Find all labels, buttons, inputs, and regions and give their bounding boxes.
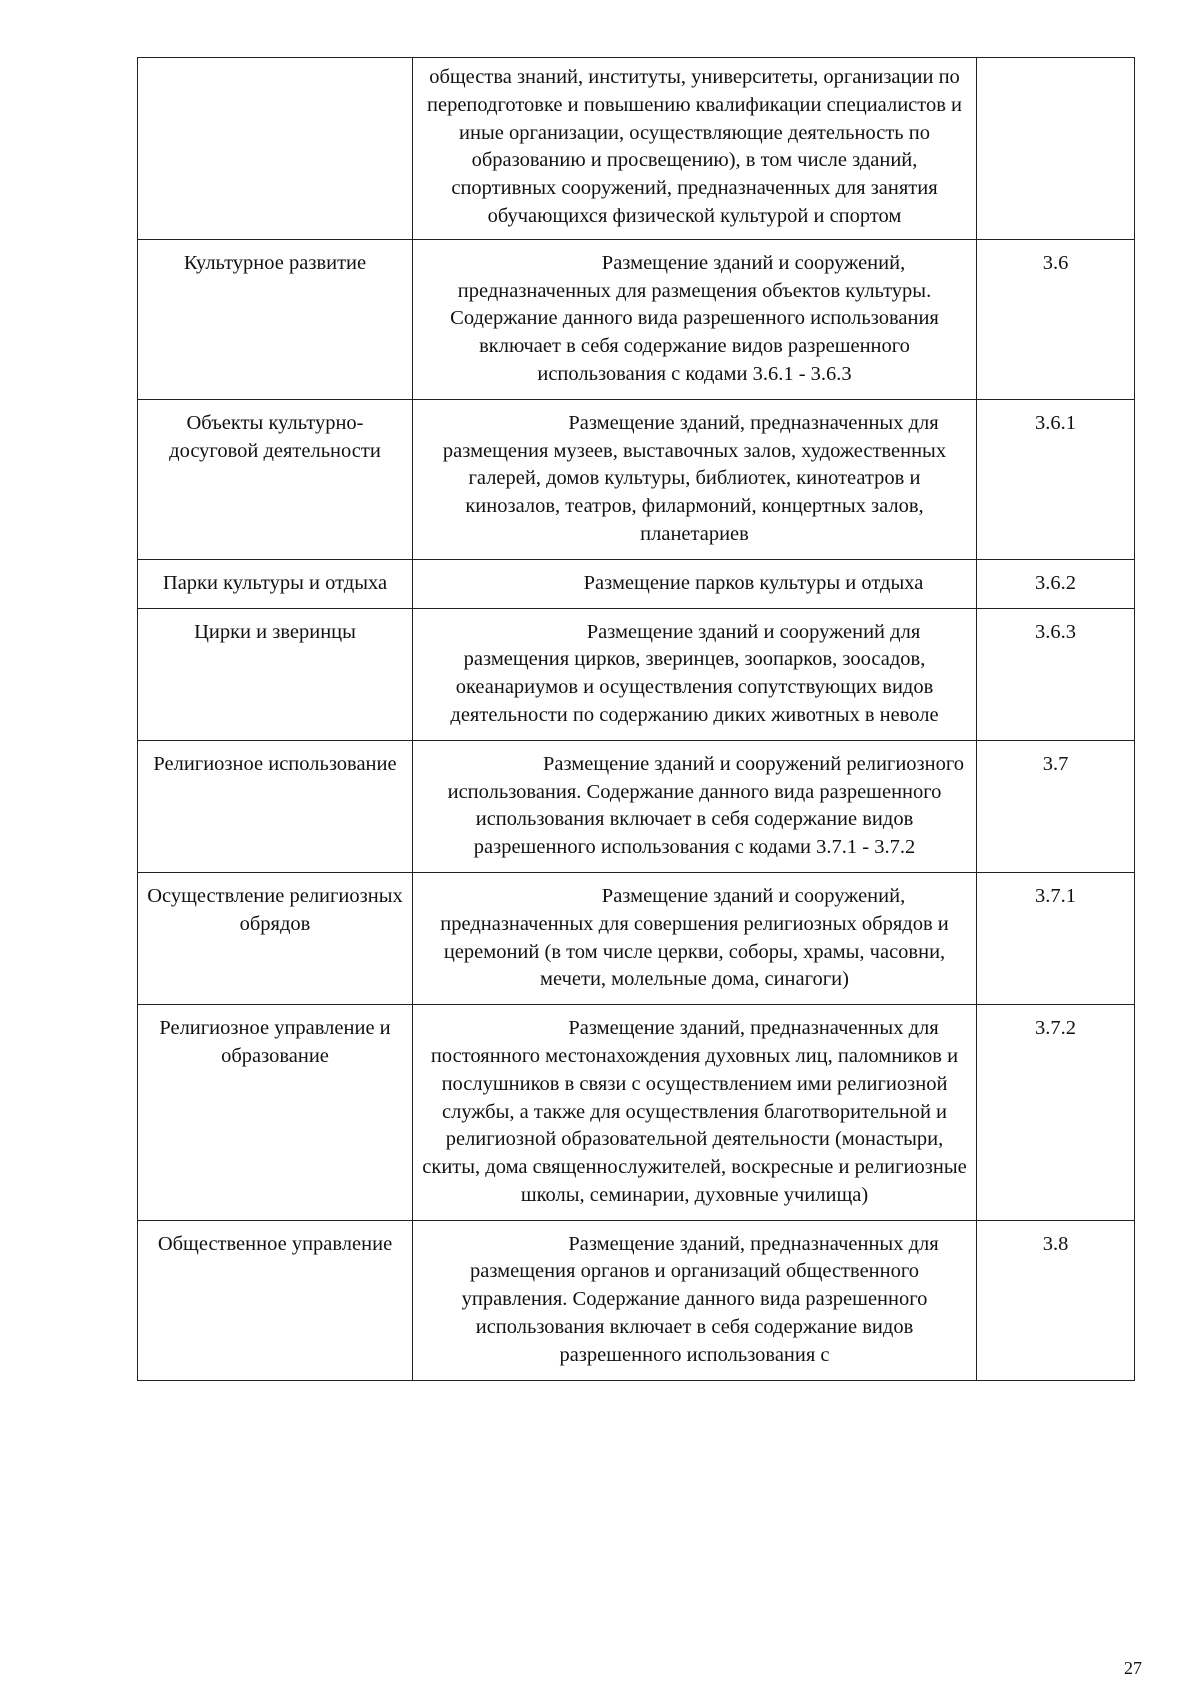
table-row bbox=[138, 872, 1135, 1004]
use-description-cell: Размещение зданий, предназначенных для постоянного местонахождения духовных лиц, паломников и послушников в связи с осуществлением ими религиозной службы, а также для осуществления благотворительной и религиозной образовательной деятельности (монастыри, скиты, дома священнослужителей, воскресные и религиозные школы, семинарии, духовные училища) bbox=[413, 1005, 977, 1221]
table-row bbox=[138, 58, 1135, 240]
use-code-cell: 3.6.2 bbox=[977, 559, 1135, 608]
use-description-cell: Размещение зданий и сооружений, предназначенных для совершения религиозных обрядов и церемоний (в том числе церкви, соборы, храмы, часовни, мечети, молельные дома, синагоги) bbox=[413, 872, 977, 1004]
use-description-cell: Размещение зданий и сооружений религиозного использования. Содержание данного вида разрешенного использования включает в себя содержание видов разрешенного использования с кодами 3.7.1 - 3.7.2 bbox=[413, 740, 977, 872]
use-description-cell: Размещение парков культуры и отдыха bbox=[413, 559, 977, 608]
land-use-table bbox=[137, 57, 1135, 1381]
use-name-cell: Осуществление религиозных обрядов bbox=[138, 872, 413, 1004]
use-code-cell: 3.7.2 bbox=[977, 1005, 1135, 1221]
use-description-cell: общества знаний, институты, университеты, организации по переподготовке и повышению квалификации специалистов и иные организации, осуществляющие деятельность по образованию и просвещению), в том числе зданий, спортивных сооружений, предназначенных для занятия обучающихся физической культурой и спортом bbox=[413, 58, 977, 240]
table-row bbox=[138, 608, 1135, 740]
table-row bbox=[138, 239, 1135, 399]
use-description-cell: Размещение зданий и сооружений для размещения цирков, зверинцев, зоопарков, зоосадов, океанариумов и осуществления сопутствующих видов деятельности по содержанию диких животных в неволе bbox=[413, 608, 977, 740]
use-description-cell: Размещение зданий и сооружений, предназначенных для размещения объектов культуры. Содержание данного вида разрешенного использования включает в себя содержание видов разрешенного использования с кодами 3.6.1 - 3.6.3 bbox=[413, 239, 977, 399]
table-row bbox=[138, 1005, 1135, 1221]
table-row bbox=[138, 1220, 1135, 1380]
use-code-cell: 3.6 bbox=[977, 239, 1135, 399]
table-row bbox=[138, 559, 1135, 608]
table-row bbox=[138, 399, 1135, 559]
use-code-cell: 3.8 bbox=[977, 1220, 1135, 1380]
table-row bbox=[138, 740, 1135, 872]
use-name-cell: Цирки и зверинцы bbox=[138, 608, 413, 740]
use-description-cell: Размещение зданий, предназначенных для размещения музеев, выставочных залов, художественных галерей, домов культуры, библиотек, кинотеатров и кинозалов, театров, филармоний, концертных залов, планетариев bbox=[413, 399, 977, 559]
use-code-cell: 3.6.3 bbox=[977, 608, 1135, 740]
use-name-cell: Религиозное управление и образование bbox=[138, 1005, 413, 1221]
use-description-cell: Размещение зданий, предназначенных для размещения органов и организаций общественного управления. Содержание данного вида разрешенного использования включает в себя содержание видов разрешенного использования с bbox=[413, 1220, 977, 1380]
use-code-cell: 3.7.1 bbox=[977, 872, 1135, 1004]
use-code-cell: 3.7 bbox=[977, 740, 1135, 872]
use-name-cell bbox=[138, 58, 413, 240]
use-name-cell: Парки культуры и отдыха bbox=[138, 559, 413, 608]
use-name-cell: Культурное развитие bbox=[138, 239, 413, 399]
use-code-cell: 3.6.1 bbox=[977, 399, 1135, 559]
use-name-cell: Общественное управление bbox=[138, 1220, 413, 1380]
use-code-cell bbox=[977, 58, 1135, 240]
use-name-cell: Объекты культурно-досуговой деятельности bbox=[138, 399, 413, 559]
use-name-cell: Религиозное использование bbox=[138, 740, 413, 872]
page-number: 27 bbox=[1124, 1658, 1142, 1678]
